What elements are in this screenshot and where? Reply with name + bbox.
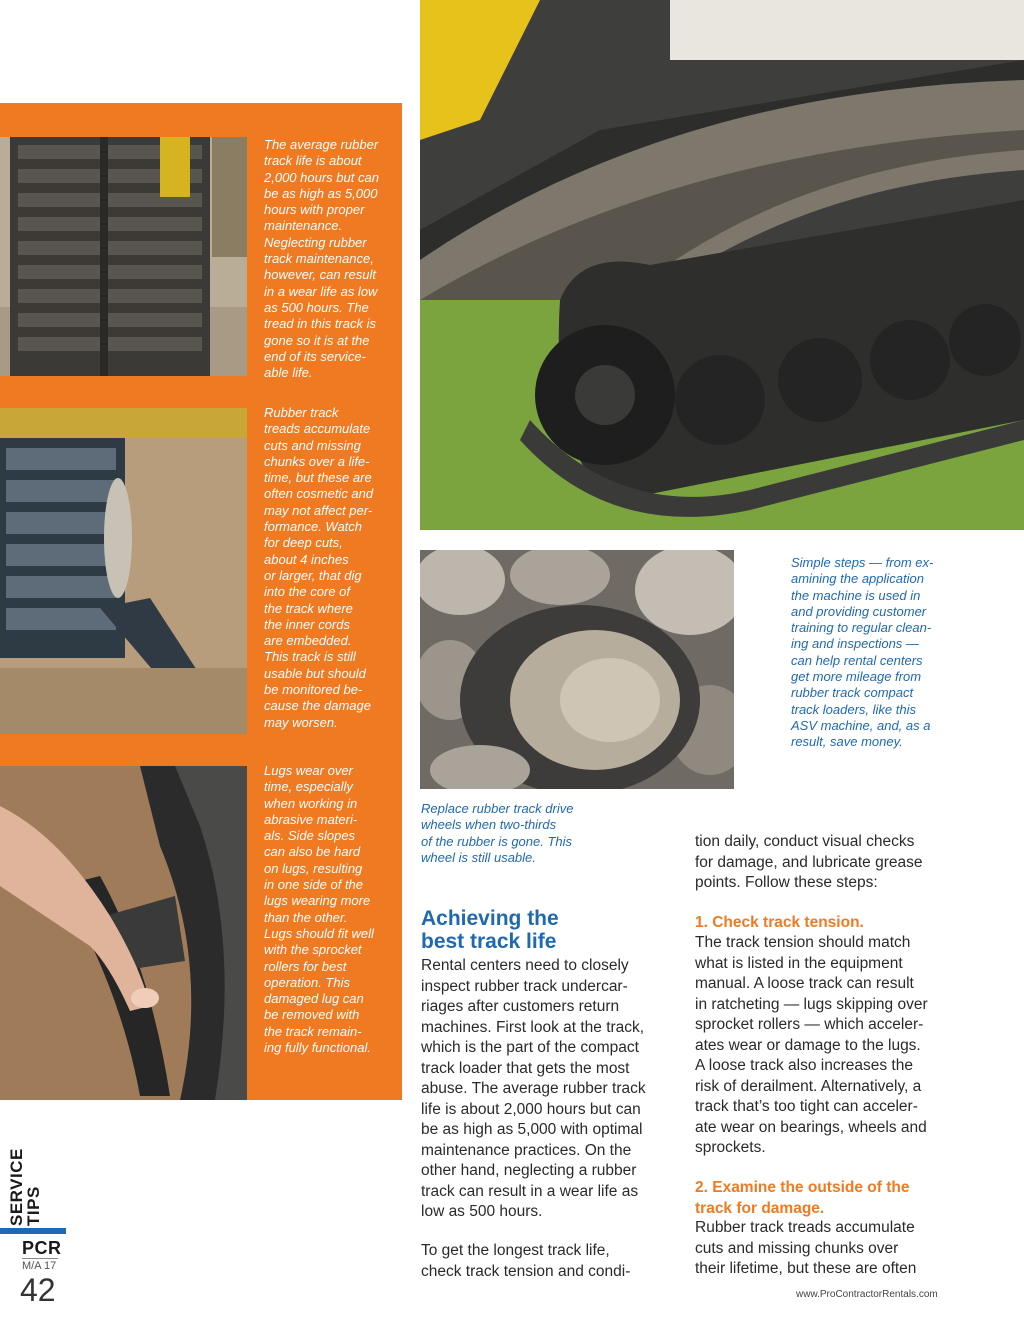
caption-damaged-lug: Lugs wear over time, especially when working in abrasive materi- als. Side slopes can also be hard on lugs, resulting in one side of the lugs wearing more than the other. Lugs should fit well with the sprocket rollers for best operation. This damaged lug can be removed with the track remain- ing fully functional. xyxy=(264,763,374,1056)
magazine-logo: PCR xyxy=(22,1238,62,1258)
caption-machine: Simple steps — from ex- amining the application the machine is used in and providing customer training to regular clean- ing and inspections — can help rental centers get more mileage from rubber track compact track loaders, like this ASV machine, and, as a result, save money. xyxy=(791,555,934,750)
step2-body: Rubber track treads accumulate cuts and missing chunks over their lifetime, but these are often xyxy=(695,1219,917,1277)
drive-wheel-photo xyxy=(420,550,734,789)
section-divider xyxy=(0,1228,66,1234)
step1-heading: 1. Check track tension. xyxy=(695,914,864,931)
website-url[interactable]: www.ProContractorRentals.com xyxy=(796,1289,938,1300)
cut-track-photo xyxy=(0,408,247,734)
caption-worn-track: The average rubber track life is about 2,000 hours but can be as high as 5,000 hours with proper maintenance. Neglecting rubber track maintenance, however, can result in a wear life as low as 500 hours. The tread in this track is gone so it is at the end of its service- able life. xyxy=(264,137,379,381)
section-tag xyxy=(8,1148,48,1226)
caption-drive-wheel: Replace rubber track drive wheels when two-thirds of the rubber is gone. This wheel is still usable. xyxy=(421,801,574,865)
step2-heading: 2. Examine the outside of the track for damage. xyxy=(695,1179,910,1217)
step1-body: The track tension should match what is listed in the equipment manual. A loose track can result in ratcheting — lugs skipping over sprocket rollers — which acceler- ates wear or damage to the lugs. A loose track also increases the risk of derailment. Alternatively, a track that’s too tight can acceler- ate wear on bearings, wheels and sprockets. xyxy=(695,934,928,1156)
article-heading: Achieving the best track life xyxy=(421,907,559,953)
section-tag-label: SERVICE TIPS xyxy=(7,1148,43,1226)
damaged-lug-photo xyxy=(0,766,247,1100)
issue-label: M/A 17 xyxy=(22,1260,57,1272)
caption-cut-track: Rubber track treads accumulate cuts and missing chunks over a life- time, but these are often cosmetic and may not affect per- formance. Watch for deep cuts, about 4 inches or larger, that dig into the core of the track where the inner cords are embedded. This track is still usable but should be monitored be- cause the damage may worsen. xyxy=(264,405,374,730)
article-paragraph-1: Rental centers need to closely inspect rubber track undercar- riages after customers return machines. First look at the track, which is the part of the compact track loader that gets the most abuse. The average rubber track life is about 2,000 hours but can be as high as 5,000 with optimal maintenance practices. On the other hand, neglecting a rubber track can result in a wear life as low as 500 hours. xyxy=(421,957,646,1220)
asv-machine-photo xyxy=(420,0,1024,530)
worn-track-photo xyxy=(0,137,247,376)
article-paragraph-3: tion daily, conduct visual checks for damage, and lubricate grease points. Follow these steps: xyxy=(695,833,923,891)
page-number: 42 xyxy=(20,1272,56,1308)
article-paragraph-2: To get the longest track life, check track tension and condi- xyxy=(421,1242,631,1280)
